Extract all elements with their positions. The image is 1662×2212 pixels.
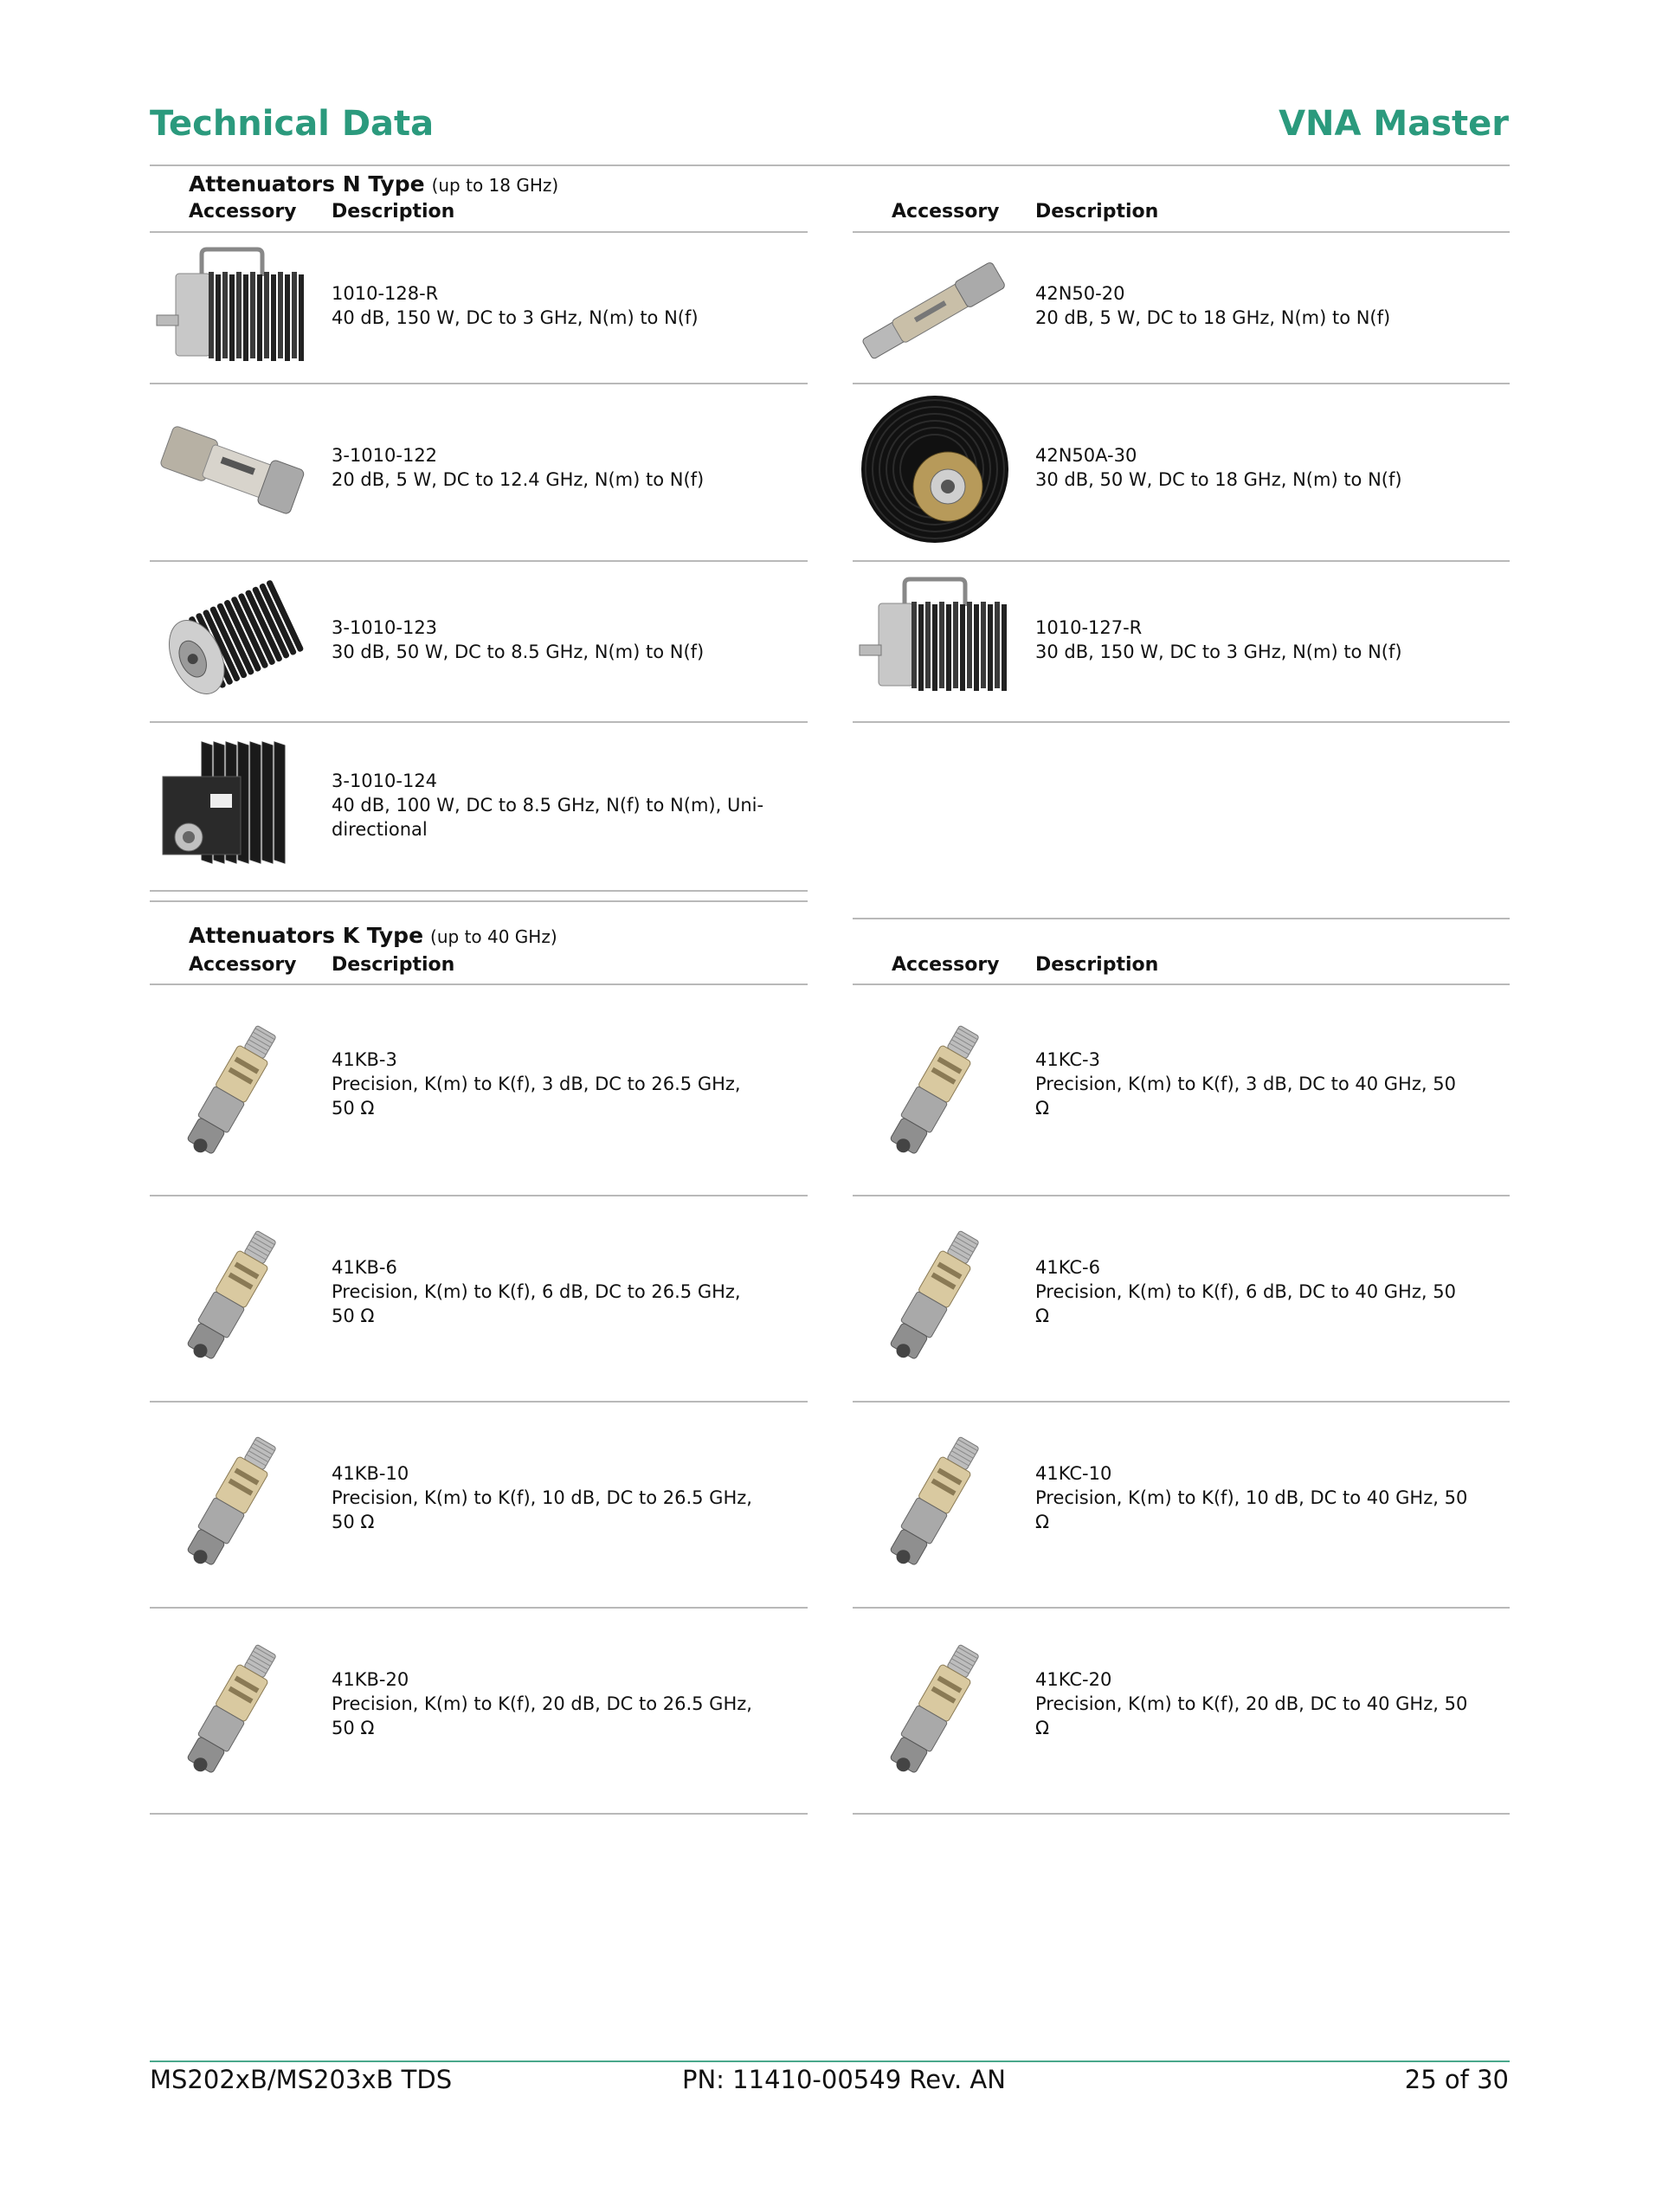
footer-doc-name: MS202xB/MS203xB TDS	[150, 2065, 453, 2094]
col-header-description-left: Description	[332, 954, 455, 976]
part-number: 1010-127-R	[1035, 617, 1143, 638]
divider	[150, 231, 808, 233]
part-description: Precision, K(m) to K(f), 3 dB, DC to 40 GHz, 50 Ω	[1035, 1074, 1456, 1119]
accessory-text	[332, 616, 764, 664]
list-item	[853, 1401, 1510, 1607]
part-description: 30 dB, 50 W, DC to 18 GHz, N(m) to N(f)	[1035, 469, 1402, 490]
row-divider	[150, 890, 808, 892]
list-item	[150, 1195, 808, 1401]
col-header-accessory-left: Accessory	[189, 201, 297, 222]
list-item	[853, 383, 1510, 560]
accessory-text	[1035, 1461, 1468, 1534]
k-connector-attenuator-icon	[150, 1428, 314, 1576]
part-description: 40 dB, 150 W, DC to 3 GHz, N(m) to N(f)	[332, 307, 699, 328]
product-title: VNA Master	[1279, 104, 1509, 144]
finned-block-attenuator-icon	[150, 733, 314, 880]
section-divider	[853, 918, 1510, 919]
accessory-text	[1035, 1667, 1468, 1740]
divider	[853, 983, 1510, 985]
k-connector-attenuator-icon	[853, 1428, 1017, 1576]
accessory-text	[332, 443, 764, 492]
accessory-text	[332, 769, 764, 842]
list-item	[150, 234, 808, 383]
finned-attenuator-with-handle-icon	[150, 246, 314, 376]
part-number: 41KB-6	[332, 1257, 397, 1278]
part-description: Precision, K(m) to K(f), 10 dB, DC to 26.5 GHz, 50 Ω	[332, 1487, 752, 1532]
part-number: 41KC-6	[1035, 1257, 1100, 1278]
footer-page-number: 25 of 30	[1404, 2065, 1509, 2094]
list-item	[853, 560, 1510, 721]
section-title-n-type	[189, 171, 558, 197]
part-number: 42N50-20	[1035, 283, 1125, 304]
part-number: 3-1010-123	[332, 617, 438, 638]
list-item	[150, 560, 808, 721]
part-number: 41KC-3	[1035, 1049, 1100, 1070]
accessory-text	[332, 1048, 764, 1120]
col-header-description-right: Description	[1035, 954, 1159, 976]
col-header-accessory-right: Accessory	[892, 954, 1000, 976]
k-connector-attenuator-icon	[150, 1636, 314, 1783]
row-divider	[853, 1813, 1510, 1815]
accessory-text	[1035, 616, 1468, 664]
page-title: Technical Data	[150, 104, 435, 144]
part-number: 1010-128-R	[332, 283, 439, 304]
section-note-k-type: (up to 40 GHz)	[430, 926, 557, 947]
section-title-k-type-text: Attenuators K Type	[189, 923, 424, 948]
part-description: 30 dB, 50 W, DC to 8.5 GHz, N(m) to N(f)	[332, 642, 705, 662]
part-number: 3-1010-124	[332, 771, 438, 791]
divider	[150, 983, 808, 985]
list-item	[150, 1401, 808, 1607]
section-title-k-type	[189, 923, 557, 948]
section-title-n-type-text: Attenuators N Type	[189, 171, 425, 197]
part-number: 41KB-10	[332, 1463, 409, 1484]
part-number: 42N50A-30	[1035, 445, 1137, 466]
header-divider	[150, 164, 1510, 166]
part-description: Precision, K(m) to K(f), 3 dB, DC to 26.5 GHz, 50 Ω	[332, 1074, 741, 1119]
part-number: 41KB-20	[332, 1669, 409, 1690]
list-item	[150, 721, 808, 890]
part-description: Precision, K(m) to K(f), 10 dB, DC to 40 GHz, 50 Ω	[1035, 1487, 1468, 1532]
k-connector-attenuator-icon	[150, 1222, 314, 1370]
finned-cylinder-attenuator-icon	[150, 576, 314, 706]
accessory-text	[332, 1255, 764, 1328]
part-number: 41KB-3	[332, 1049, 397, 1070]
part-number: 3-1010-122	[332, 445, 438, 466]
accessory-text	[1035, 1048, 1468, 1120]
col-header-description-left: Description	[332, 201, 455, 222]
list-item	[853, 987, 1510, 1195]
list-item	[150, 987, 808, 1195]
col-header-accessory-left: Accessory	[189, 954, 297, 976]
k-connector-attenuator-icon	[853, 1222, 1017, 1370]
part-description: 40 dB, 100 W, DC to 8.5 GHz, N(f) to N(m), Uni-directional	[332, 795, 764, 840]
col-header-description-right: Description	[1035, 201, 1159, 222]
part-description: 30 dB, 150 W, DC to 3 GHz, N(m) to N(f)	[1035, 642, 1402, 662]
row-divider	[150, 1813, 808, 1815]
part-description: 20 dB, 5 W, DC to 18 GHz, N(m) to N(f)	[1035, 307, 1391, 328]
accessory-text	[332, 1461, 764, 1534]
accessory-text	[1035, 281, 1468, 330]
list-item	[150, 1607, 808, 1813]
slim-inline-attenuator-icon	[853, 246, 1017, 376]
part-description: Precision, K(m) to K(f), 6 dB, DC to 26.5 GHz, 50 Ω	[332, 1281, 741, 1326]
k-connector-attenuator-icon	[853, 1636, 1017, 1783]
part-description: Precision, K(m) to K(f), 20 dB, DC to 40 GHz, 50 Ω	[1035, 1693, 1468, 1738]
part-description: 20 dB, 5 W, DC to 12.4 GHz, N(m) to N(f)	[332, 469, 705, 490]
accessory-text	[1035, 443, 1468, 492]
part-description: Precision, K(m) to K(f), 20 dB, DC to 26.5 GHz, 50 Ω	[332, 1693, 752, 1738]
col-header-accessory-right: Accessory	[892, 201, 1000, 222]
list-item	[150, 383, 808, 560]
k-connector-attenuator-icon	[853, 1017, 1017, 1164]
accessory-text	[332, 1667, 764, 1740]
row-divider	[853, 721, 1510, 723]
list-item	[853, 1607, 1510, 1813]
part-number: 41KC-20	[1035, 1669, 1112, 1690]
accessory-text	[332, 281, 764, 330]
footer-divider	[150, 2060, 1510, 2062]
round-finned-attenuator-icon	[853, 391, 1017, 547]
section-note-n-type: (up to 18 GHz)	[431, 175, 559, 196]
section-divider	[150, 900, 808, 902]
k-connector-attenuator-icon	[150, 1017, 314, 1164]
list-item	[853, 234, 1510, 383]
finned-attenuator-with-handle-icon	[853, 576, 1017, 706]
accessory-text	[1035, 1255, 1468, 1328]
footer-part-number: PN: 11410-00549 Rev. AN	[682, 2065, 1006, 2094]
part-number: 41KC-10	[1035, 1463, 1112, 1484]
inline-n-attenuator-icon	[150, 404, 314, 534]
part-description: Precision, K(m) to K(f), 6 dB, DC to 40 GHz, 50 Ω	[1035, 1281, 1456, 1326]
list-item	[853, 1195, 1510, 1401]
divider	[853, 231, 1510, 233]
